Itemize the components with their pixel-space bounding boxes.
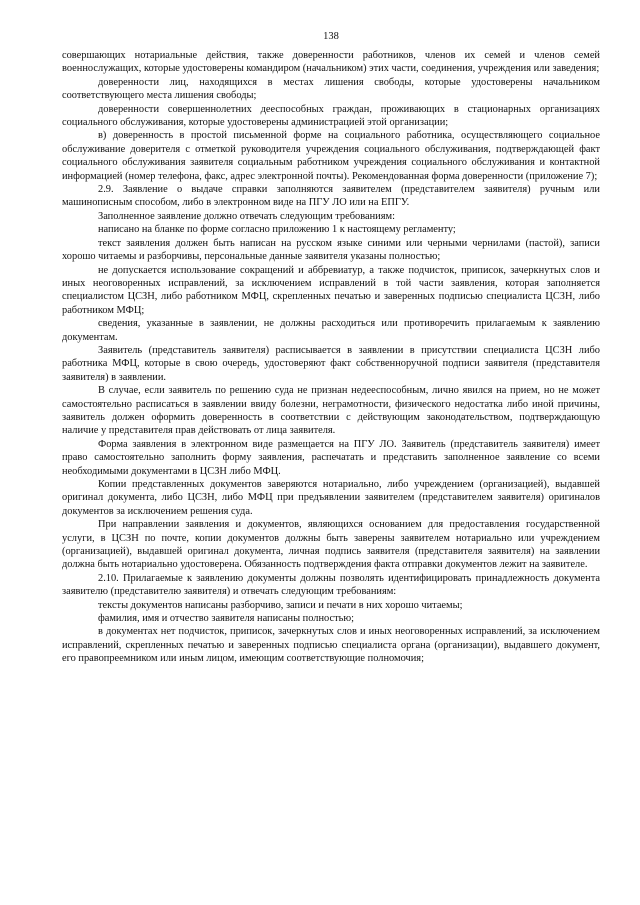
paragraph: совершающих нотариальные действия, также доверенности работников, членов их семей и членов семей военнослужащих, которые удостоверены командиром (начальником) этих части, соединения, учреждения или заведения; <box>62 50 600 75</box>
paragraph: 2.10. Прилагаемые к заявлению документы должны позволять идентифицировать принадлежность документа заявителю (представителю заявителя) и отвечать следующим требованиям: <box>62 572 600 598</box>
paragraph: 2.9. Заявление о выдаче справки заполняются заявителем (представителем заявителя) ручным или машинописным способом, либо в электронном виде на ПГУ ЛО или на ЕПГУ. <box>62 184 600 209</box>
paragraph: Заполненное заявление должно отвечать следующим требованиям: <box>98 210 395 222</box>
page-number: 138 <box>323 31 339 42</box>
paragraph: в) доверенность в простой письменной форме на социального работника, осуществляющего социальное обслуживание доверителя с отметкой руководителя учреждения социального обслуживания, подтверждающей факт социального обслуживания заявителя социальным работником учреждения социального обслуживания и контактной информацией (номер телефона, факс, адрес электронной почты). Рекомендованная форма доверенности (приложение 7); <box>62 130 600 182</box>
paragraph: не допускается использование сокращений и аббревиатур, а также подчисток, приписок, зачеркнутых слов и иных неоговоренных исправлений, за исключением исправлений в той части заявления, которая заполняется специалистом ЦСЗН, либо работником МФЦ, скрепленных печатью и заверенных подписью специалиста ЦСЗН, либо работником МФЦ; <box>62 264 600 316</box>
paragraph: сведения, указанные в заявлении, не должны расходиться или противоречить прилагаемым к заявлению документам. <box>62 318 600 343</box>
paragraph: Копии представленных документов заверяются нотариально, либо учреждением (организацией), выдавшей оригинал документа, либо ЦСЗН, либо МФЦ при предъявлении заявителем (представителем заявителя) оригиналов документов за исключением решения суда. <box>62 479 600 517</box>
paragraph: в документах нет подчисток, приписок, зачеркнутых слов и иных неоговоренных исправлений, за исключением исправлений, скрепленных печатью и заверенных подписью специалиста органа (организации), выдавшего документ, его правопреемником или иным лицом, имеющим соответствующие полномочия; <box>62 626 600 665</box>
paragraph: Заявитель (представитель заявителя) расписывается в заявлении в присутствии специалиста ЦСЗН либо работника МФЦ, которые в свою очередь, удостоверяют факт собственноручной подписи заявителя (представителя заявителя) в заявлении. <box>62 344 600 383</box>
paragraph: написано на бланке по форме согласно приложению 1 к настоящему регламенту; <box>98 224 456 236</box>
paragraph: доверенности лиц, находящихся в местах лишения свободы, которые удостоверены начальником соответствующего места лишения свободы; <box>62 76 600 102</box>
document-body <box>62 49 600 666</box>
paragraph: В случае, если заявитель по решению суда не признан недееспособным, лично явился на прием, но не может самостоятельно расписаться в заявлении ввиду болезни, неграмотности, физического недостатка либо иной причины, заявитель должен оформить доверенность в соответствии с действующим законодательством, подтверждающую наличие у представителя прав действовать от лица заявителя. <box>62 385 600 437</box>
paragraph: При направлении заявления и документов, являющихся основанием для предоставления государственной услуги, в ЦСЗН по почте, копии документов должны быть заверены заявителем нотариально или учреждением (организацией), выдавшей оригинал документа, личная подпись заявителя (представителя заявителя) на заявлении должна быть нотариально удостоверена. Обязанность подтверждения факта отправки документов лежит на заявителе. <box>62 519 600 571</box>
paragraph: фамилия, имя и отчество заявителя написаны полностью; <box>98 613 355 625</box>
paragraph: текст заявления должен быть написан на русском языке синими или черными чернилами (пастой), записи хорошо читаемы и разборчивы, персональные данные заявителя указаны полностью; <box>62 237 600 263</box>
paragraph: доверенности совершеннолетних дееспособных граждан, проживающих в стационарных организациях социального обслуживания, которые удостоверены администрацией этой организации; <box>62 103 600 129</box>
paragraph: Форма заявления в электронном виде размещается на ПГУ ЛО. Заявитель (представитель заявителя) имеет право самостоятельно заполнить форму заявления, распечатать и представить заполненное заявление со всеми необходимыми документами в ЦСЗН либо МФЦ. <box>62 438 600 477</box>
paragraph: тексты документов написаны разборчиво, записи и печати в них хорошо читаемы; <box>98 599 463 611</box>
